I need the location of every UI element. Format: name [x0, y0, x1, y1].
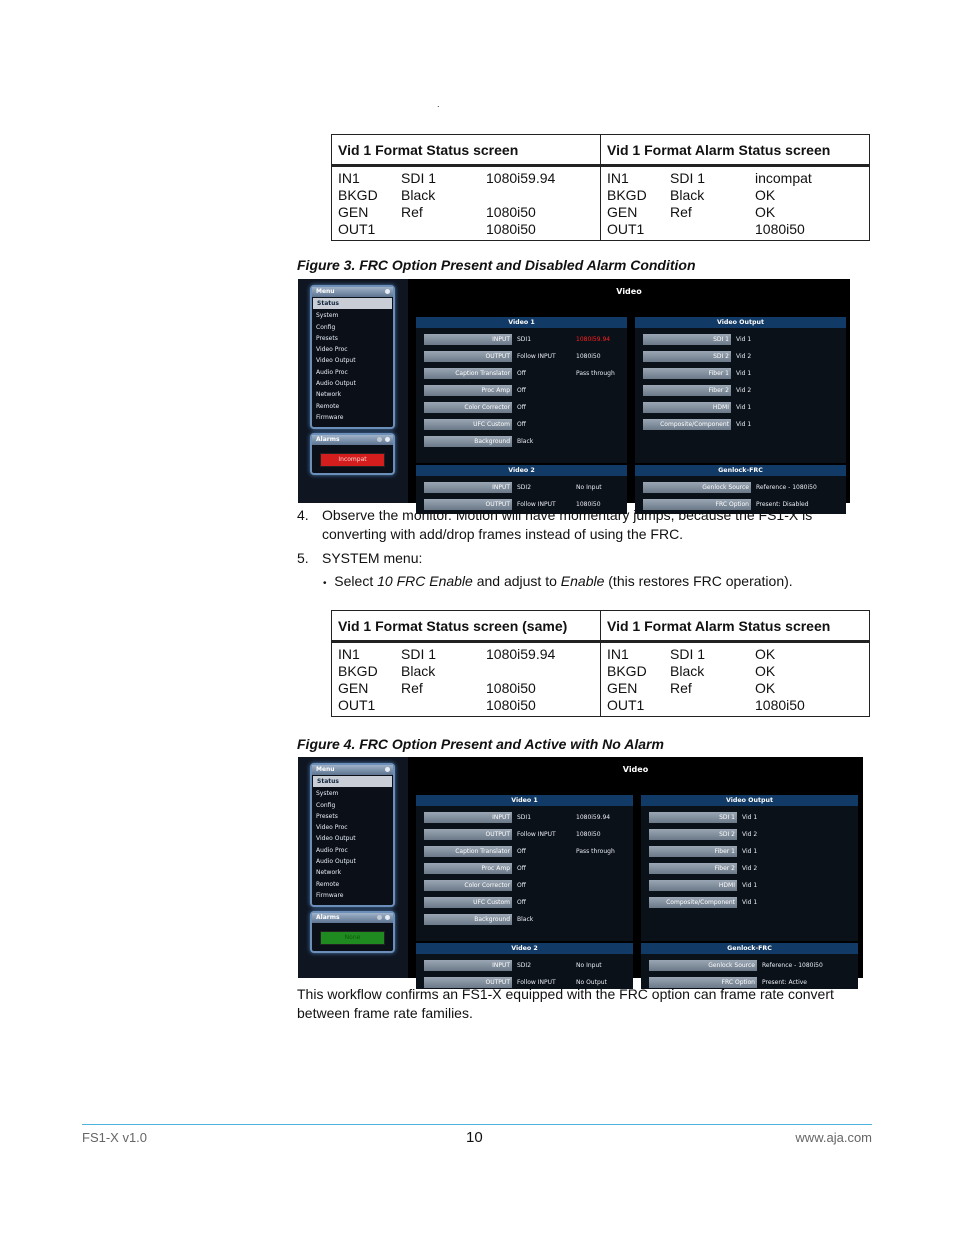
menu-header: [312, 287, 393, 297]
video-output-section: [635, 317, 846, 463]
menu-item[interactable]: Presets: [316, 334, 338, 342]
bullet-post: (this restores FRC operation).: [604, 573, 793, 589]
alarm-status-indicator[interactable]: Incompat: [320, 453, 385, 467]
status-row: [338, 663, 594, 680]
alarms-title: Alarms: [316, 436, 340, 443]
status-row: [338, 170, 594, 187]
setting-label-button[interactable]: INPUT: [424, 334, 512, 345]
setting-label-button[interactable]: Background: [424, 914, 512, 925]
setting-status: No Input: [576, 962, 602, 969]
figure3-caption: Figure 3. FRC Option Present and Disabled Alarm Condition: [297, 257, 696, 273]
setting-label-button[interactable]: OUTPUT: [424, 829, 512, 840]
setting-value: Vid 1: [736, 336, 752, 343]
left-sidebar: [298, 279, 408, 503]
setting-value: Black: [517, 916, 534, 923]
video1-section: [416, 317, 627, 463]
setting-label-button[interactable]: Composite/Component: [643, 419, 731, 430]
menu-item[interactable]: Video Output: [316, 357, 356, 365]
setting-label-button[interactable]: HDMI: [649, 880, 737, 891]
status-value: OUT1: [607, 697, 645, 713]
setting-label-button[interactable]: Caption Translator: [424, 846, 512, 857]
status-row: [607, 697, 863, 714]
setting-row: [641, 846, 858, 857]
setting-row: [416, 482, 627, 493]
setting-label-button[interactable]: Composite/Component: [649, 897, 737, 908]
setting-label-button[interactable]: SDI 1: [649, 812, 737, 823]
setting-row: [641, 960, 858, 971]
bullet-item: [323, 572, 863, 593]
menu-item[interactable]: Remote: [316, 402, 340, 410]
setting-value: Vid 1: [736, 370, 752, 377]
setting-label-button[interactable]: INPUT: [424, 812, 512, 823]
status-value: incompat: [755, 170, 812, 186]
video2-section-title: Video 2: [511, 945, 538, 952]
status-value: Ref: [670, 204, 692, 220]
setting-label-button[interactable]: Fiber 1: [643, 368, 731, 379]
table1-right-cell: [601, 166, 870, 241]
setting-value: Off: [517, 387, 526, 394]
setting-row: [635, 351, 846, 362]
table2-left-cell: [332, 642, 601, 717]
table2-right-header: Vid 1 Format Alarm Status screen: [601, 611, 870, 642]
settings-icon[interactable]: [377, 437, 382, 442]
menu-item[interactable]: System: [316, 790, 339, 798]
status-value: SDI 1: [670, 646, 706, 662]
setting-value: Vid 1: [736, 404, 752, 411]
status-value: Black: [670, 187, 705, 203]
status-value: OK: [755, 187, 776, 203]
setting-value: Reference - 1080i50: [762, 962, 823, 969]
setting-row: [416, 863, 633, 874]
menu-item[interactable]: Video Output: [316, 835, 356, 843]
status-row: [338, 697, 594, 714]
setting-row: [416, 334, 627, 345]
setting-value: Off: [517, 882, 526, 889]
status-value: BKGD: [607, 187, 647, 203]
table1-left-cell: [332, 166, 601, 241]
bullet-em1: 10 FRC Enable: [377, 573, 473, 589]
video2-section: [416, 943, 633, 989]
status-value: 1080i50: [755, 221, 805, 237]
bullet-mark: •: [323, 578, 327, 589]
setting-value: SDI2: [517, 484, 532, 491]
setting-value: Vid 2: [736, 387, 752, 394]
setting-label-button[interactable]: Genlock Source: [649, 960, 757, 971]
status-value: [401, 221, 486, 238]
setting-value: SDI2: [517, 962, 532, 969]
alarms-panel: [310, 911, 395, 953]
status-row: [338, 187, 594, 204]
step-5-text: SYSTEM menu:: [322, 550, 423, 566]
setting-status: 1080i59.94: [576, 814, 611, 821]
video1-section-title: Video 1: [511, 797, 538, 804]
setting-row: [635, 402, 846, 413]
frc-disabled-screenshot: [298, 279, 850, 508]
status-value: OK: [755, 204, 776, 220]
alarms-title: Alarms: [316, 914, 340, 921]
table1-left-header: Vid 1 Format Status screen: [332, 135, 601, 166]
setting-row: [416, 897, 633, 908]
setting-row: [635, 419, 846, 430]
setting-value: Off: [517, 848, 526, 855]
setting-status: No Output: [576, 979, 607, 986]
setting-label-button[interactable]: Background: [424, 436, 512, 447]
setting-value: Off: [517, 865, 526, 872]
status-value: [486, 663, 594, 680]
status-value: Black: [401, 663, 436, 679]
status-row: [607, 646, 863, 663]
menu-item[interactable]: Presets: [316, 812, 338, 820]
menu-panel: [310, 285, 395, 429]
status-value: Ref: [401, 204, 423, 220]
setting-status: 1080i50: [576, 831, 601, 838]
bullet-mid: and adjust to: [472, 573, 561, 589]
status-value: OUT1: [338, 221, 376, 237]
status-row: [607, 663, 863, 680]
video1-section-title: Video 1: [508, 319, 535, 326]
footer-website: www.aja.com: [795, 1130, 872, 1145]
menu-item[interactable]: Video Proc: [316, 346, 348, 354]
table2-right-cell: [601, 642, 870, 717]
status-row: [607, 680, 863, 697]
setting-value: SDI1: [517, 336, 532, 343]
status-value: Black: [670, 663, 705, 679]
menu-header: [312, 765, 393, 775]
status-row: [607, 170, 863, 187]
setting-label-button[interactable]: OUTPUT: [424, 351, 512, 362]
setting-row: [416, 812, 633, 823]
genlock-frc-section-title: Genlock-FRC: [727, 945, 772, 952]
page-title: Video: [616, 287, 642, 296]
alarms-panel: [310, 433, 395, 475]
setting-row: [416, 351, 627, 362]
setting-label-button[interactable]: FRC Option: [643, 499, 751, 510]
status-value: OUT1: [607, 221, 645, 237]
status-value: 1080i50: [486, 221, 536, 237]
status-table-1: [331, 134, 870, 241]
status-value: [670, 221, 755, 238]
setting-row: [416, 368, 627, 379]
status-value: Ref: [401, 680, 423, 696]
table1-right-header: Vid 1 Format Alarm Status screen: [601, 135, 870, 166]
setting-row: [416, 880, 633, 891]
collapse-icon[interactable]: [385, 289, 390, 294]
menu-item[interactable]: Status: [313, 298, 392, 309]
setting-label-button[interactable]: UFC Custom: [424, 419, 512, 430]
setting-value: Vid 1: [736, 421, 752, 428]
collapse-icon[interactable]: [385, 767, 390, 772]
menu-item[interactable]: Audio Proc: [316, 368, 348, 376]
setting-label-button[interactable]: Proc Amp: [424, 385, 512, 396]
setting-row: [416, 914, 633, 925]
status-row: [338, 646, 594, 663]
status-value: GEN: [338, 680, 369, 696]
menu-item[interactable]: Config: [316, 801, 336, 809]
alarms-header: [312, 435, 393, 445]
video-main-area: [408, 757, 863, 986]
setting-value: Follow INPUT: [517, 831, 556, 838]
setting-row: [416, 419, 627, 430]
setting-status: Pass through: [576, 370, 615, 377]
status-value: [486, 187, 594, 204]
setting-label-button[interactable]: Fiber 1: [649, 846, 737, 857]
setting-row: [635, 482, 846, 493]
video1-section: [416, 795, 633, 941]
setting-row: [416, 436, 627, 447]
status-table-2: [331, 610, 870, 717]
setting-row: [641, 880, 858, 891]
setting-value: Off: [517, 404, 526, 411]
setting-status: 1080i50: [576, 353, 601, 360]
closing-paragraph: This workflow confirms an FS1-X equipped with the FRC option can frame rate convert between frame rate families.: [297, 986, 834, 1021]
setting-label-button[interactable]: FRC Option: [649, 977, 757, 988]
status-row: [338, 204, 594, 221]
status-value: SDI 1: [401, 646, 437, 662]
setting-label-button[interactable]: HDMI: [643, 402, 731, 413]
video-output-section-title: Video Output: [716, 319, 765, 326]
setting-row: [641, 812, 858, 823]
setting-label-button[interactable]: OUTPUT: [424, 499, 512, 510]
frc-active-screenshot: [298, 757, 863, 986]
setting-value: Vid 2: [742, 831, 758, 838]
setting-status: No Input: [576, 484, 602, 491]
video2-section-title: Video 2: [508, 467, 535, 474]
status-value: 1080i59.94: [486, 646, 556, 662]
status-value: 1080i50: [486, 680, 536, 696]
setting-row: [416, 385, 627, 396]
setting-value: Vid 1: [742, 814, 758, 821]
setting-value: Off: [517, 421, 526, 428]
setting-value: SDI1: [517, 814, 532, 821]
status-value: IN1: [338, 646, 360, 662]
setting-value: Present: Active: [762, 979, 807, 986]
video-output-section: [641, 795, 858, 941]
setting-label-button[interactable]: OUTPUT: [424, 977, 512, 988]
setting-row: [416, 829, 633, 840]
status-row: [338, 680, 594, 697]
status-value: GEN: [338, 204, 369, 220]
step-4: [297, 506, 857, 544]
menu-item[interactable]: Status: [313, 776, 392, 787]
setting-row: [416, 960, 633, 971]
menu-item[interactable]: Audio Proc: [316, 846, 348, 854]
status-value: SDI 1: [670, 170, 706, 186]
status-value: OK: [755, 680, 776, 696]
collapse-icon[interactable]: [385, 915, 390, 920]
setting-label-button[interactable]: Proc Amp: [424, 863, 512, 874]
setting-value: Reference - 1080i50: [756, 484, 817, 491]
step-5: [297, 549, 857, 568]
setting-label-button[interactable]: INPUT: [424, 482, 512, 493]
table2-left-header: Vid 1 Format Status screen (same): [332, 611, 601, 642]
setting-label-button[interactable]: INPUT: [424, 960, 512, 971]
video-output-section-title: Video Output: [725, 797, 774, 804]
status-value: [670, 697, 755, 714]
status-row: [338, 221, 594, 238]
settings-icon[interactable]: [377, 915, 382, 920]
menu-item[interactable]: Config: [316, 323, 336, 331]
status-value: SDI 1: [401, 170, 437, 186]
setting-value: Present: Disabled: [756, 501, 809, 508]
menu-item[interactable]: Video Proc: [316, 824, 348, 832]
step-5-number: 5.: [297, 550, 309, 566]
setting-label-button[interactable]: Fiber 2: [649, 863, 737, 874]
setting-label-button[interactable]: Caption Translator: [424, 368, 512, 379]
status-value: OUT1: [338, 697, 376, 713]
status-value: GEN: [607, 204, 638, 220]
status-value: OK: [755, 646, 776, 662]
setting-row: [416, 846, 633, 857]
setting-value: Vid 2: [736, 353, 752, 360]
bullet-pre: Select: [334, 573, 378, 589]
left-sidebar: [298, 757, 408, 978]
page-title: Video: [622, 765, 649, 774]
menu-item[interactable]: Firmware: [316, 891, 344, 899]
status-row: [607, 187, 863, 204]
menu-title: Menu: [316, 766, 335, 773]
bullet-em2: Enable: [560, 573, 605, 589]
menu-item[interactable]: Audio Output: [316, 858, 356, 866]
status-row: [607, 221, 863, 238]
alarms-header: [312, 913, 393, 923]
setting-value: Vid 1: [742, 899, 758, 906]
setting-label-button[interactable]: Genlock Source: [643, 482, 751, 493]
setting-value: Follow INPUT: [517, 501, 556, 508]
setting-value: Vid 2: [742, 865, 758, 872]
status-value: 1080i59.94: [486, 170, 556, 186]
setting-status: 1080i59.94: [576, 336, 611, 343]
status-value: IN1: [607, 170, 629, 186]
menu-item[interactable]: Remote: [316, 880, 340, 888]
status-value: 1080i50: [755, 697, 805, 713]
setting-row: [416, 402, 627, 413]
setting-row: [635, 334, 846, 345]
setting-label-button[interactable]: SDI 2: [643, 351, 731, 362]
setting-value: Follow INPUT: [517, 979, 556, 986]
setting-value: Vid 1: [742, 882, 758, 889]
setting-status: 1080i50: [576, 501, 601, 508]
status-value: IN1: [338, 170, 360, 186]
setting-label-button[interactable]: UFC Custom: [424, 897, 512, 908]
genlock-frc-section: [641, 943, 858, 989]
status-value: 1080i50: [486, 204, 536, 220]
menu-item[interactable]: Network: [316, 869, 342, 877]
menu-item[interactable]: Firmware: [316, 413, 344, 421]
status-value: Black: [401, 187, 436, 203]
menu-item[interactable]: System: [316, 312, 339, 320]
setting-value: Off: [517, 899, 526, 906]
status-value: BKGD: [607, 663, 647, 679]
setting-row: [641, 829, 858, 840]
setting-row: [635, 385, 846, 396]
setting-label-button[interactable]: SDI 2: [649, 829, 737, 840]
collapse-icon[interactable]: [385, 437, 390, 442]
status-value: [401, 697, 486, 714]
menu-item[interactable]: Network: [316, 391, 342, 399]
status-value: OK: [755, 663, 776, 679]
status-row: [607, 204, 863, 221]
status-value: BKGD: [338, 187, 378, 203]
genlock-frc-section-title: Genlock-FRC: [718, 467, 763, 474]
status-value: GEN: [607, 680, 638, 696]
setting-value: Off: [517, 370, 526, 377]
setting-status: Pass through: [576, 848, 615, 855]
status-value: IN1: [607, 646, 629, 662]
setting-row: [641, 863, 858, 874]
menu-title: Menu: [316, 288, 335, 295]
status-value: Ref: [670, 680, 692, 696]
setting-row: [635, 368, 846, 379]
setting-label-button[interactable]: SDI 1: [643, 334, 731, 345]
setting-label-button[interactable]: Fiber 2: [643, 385, 731, 396]
setting-label-button[interactable]: Color Corrector: [424, 402, 512, 413]
step-4-number: 4.: [297, 507, 309, 523]
setting-label-button[interactable]: Color Corrector: [424, 880, 512, 891]
footer-doc-version: FS1-X v1.0: [82, 1130, 148, 1145]
menu-item[interactable]: Audio Output: [316, 380, 356, 388]
video-main-area: [408, 279, 850, 508]
status-value: BKGD: [338, 663, 378, 679]
figure4-caption: Figure 4. FRC Option Present and Active with No Alarm: [297, 736, 664, 752]
setting-row: [641, 897, 858, 908]
status-value: 1080i50: [486, 697, 536, 713]
setting-value: Follow INPUT: [517, 353, 556, 360]
footer-rule: [82, 1124, 872, 1125]
stray-mark: .: [437, 100, 440, 109]
step-4-text: Observe the monitor. Motion will have momentary jumps, because the FS1-X is converting with add/drop frames instead of using the FRC.: [322, 507, 813, 542]
menu-panel: [310, 763, 395, 907]
setting-value: Black: [517, 438, 534, 445]
alarm-status-indicator[interactable]: None: [320, 931, 385, 945]
setting-value: Vid 1: [742, 848, 758, 855]
footer-page-number: 10: [466, 1129, 483, 1146]
